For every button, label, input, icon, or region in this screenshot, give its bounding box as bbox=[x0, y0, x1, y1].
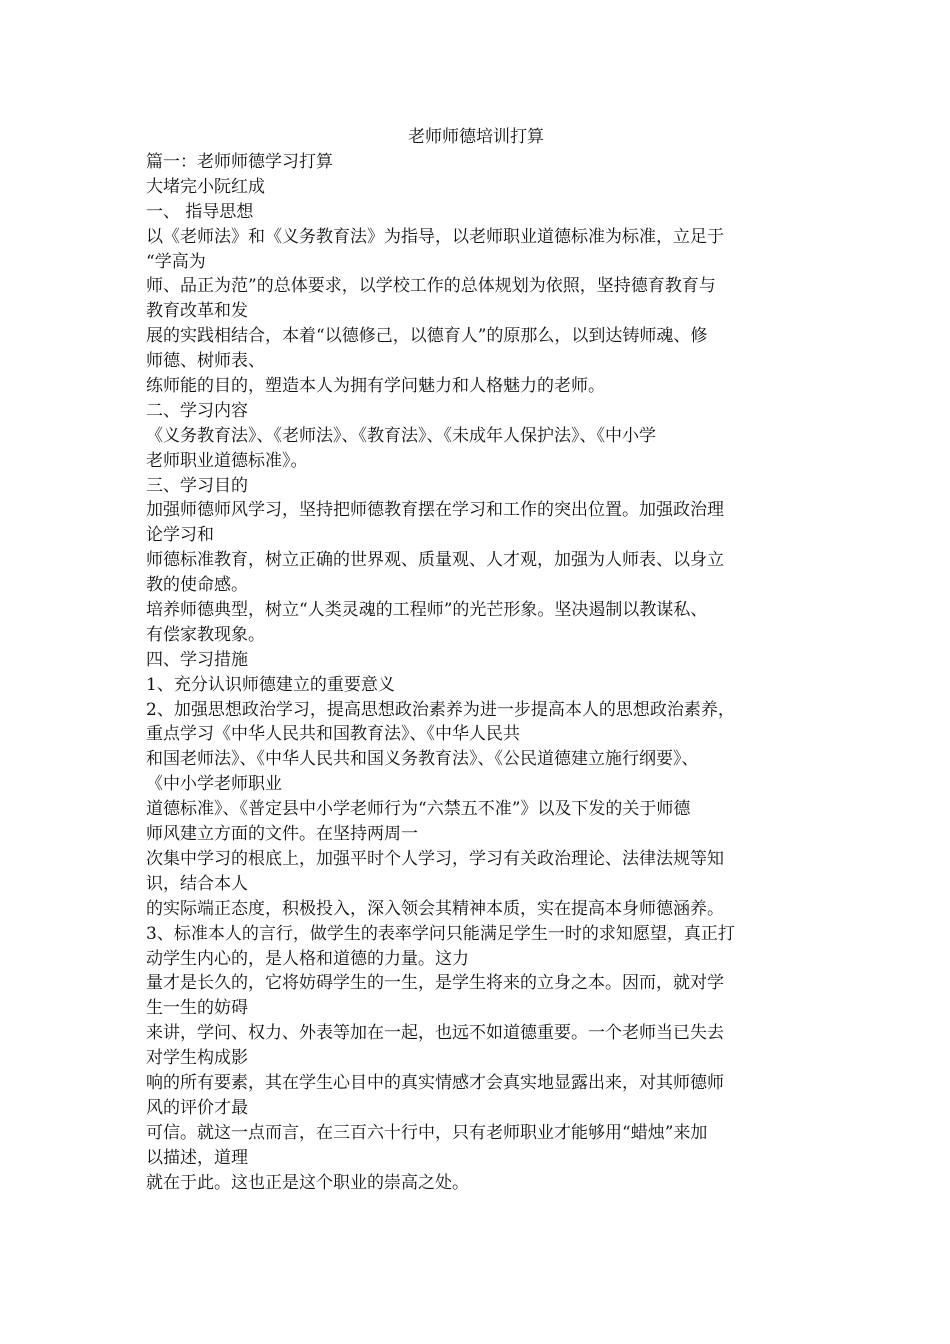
text-line: 对学生构成影 bbox=[146, 1048, 248, 1069]
text-line: 次集中学习的根底上，加强平时个人学习，学习有关政治理论、法律法规等知 bbox=[146, 848, 724, 869]
text-line: 可信。就这一点而言，在三百六十行中，只有老师职业才能够用“蜡烛”来加 bbox=[146, 1122, 708, 1143]
text-line: 动学生内心的，是人格和道德的力量。这力 bbox=[146, 948, 469, 969]
text-line: 教育改革和发 bbox=[146, 301, 248, 322]
text-line: 生一生的妨碍 bbox=[146, 998, 248, 1019]
text-line: 老师职业道德标准》。 bbox=[146, 450, 308, 471]
text-line: 2、加强思想政治学习，提高思想政治素养为进一步提高本人的思想政治素养， bbox=[146, 699, 735, 720]
text-line: 培养师德典型，树立“人类灵魂的工程师”的光芒形象。坚决遏制以教谋私、 bbox=[146, 600, 708, 621]
text-line: 四、学习措施 bbox=[146, 649, 248, 670]
text-line: 展的实践相结合，本着“以德修己，以德育人”的原那么，以到达铸师魂、修 bbox=[146, 326, 708, 347]
text-line: 以《老师法》和《义务教育法》为指导，以老师职业道德标准为标准，立足于 bbox=[146, 226, 724, 247]
text-line: 识，结合本人 bbox=[146, 873, 248, 894]
document-body bbox=[146, 125, 806, 1195]
text-line: 篇一：老师师德学习打算 bbox=[146, 152, 333, 172]
text-line: 加强师德师风学习，坚持把师德教育摆在学习和工作的突出位置。加强政治理 bbox=[146, 500, 724, 521]
text-line: 练师能的目的，塑造本人为拥有学问魅力和人格魅力的老师。 bbox=[146, 376, 605, 397]
text-line: 师、品正为范”的总体要求，以学校工作的总体规划为依照，坚持德育教育与 bbox=[146, 276, 716, 297]
text-line: 1、充分认识师德建立的重要意义 bbox=[146, 674, 395, 695]
text-line: 就在于此。这也正是这个职业的崇高之处。 bbox=[146, 1172, 469, 1193]
text-line: 师德标准教育，树立正确的世界观、质量观、人才观，加强为人师表、以身立 bbox=[146, 550, 724, 571]
text-line: 响的所有要素，其在学生心目中的真实情感才会真实地显露出来，对其师德师 bbox=[146, 1072, 724, 1093]
document-title: 老师师德培训打算 bbox=[408, 127, 544, 147]
text-line: 教的使命感。 bbox=[146, 575, 248, 596]
text-line: 3、标准本人的言行，做学生的表率学问只能满足学生一时的求知愿望，真正打 bbox=[146, 923, 735, 944]
text-line: 师德、树师表、 bbox=[146, 351, 265, 372]
text-line: 论学习和 bbox=[146, 525, 214, 546]
text-line: 师风建立方面的文件。在坚持两周一 bbox=[146, 824, 418, 845]
text-line: 有偿家教现象。 bbox=[146, 624, 265, 645]
text-line: 和国老师法》、《中华人民共和国义务教育法》、《公民道德建立施行纲要》、 bbox=[146, 749, 699, 770]
text-line: 以描述，道理 bbox=[146, 1147, 248, 1168]
text-lines bbox=[146, 150, 806, 1195]
text-line: 三、学习目的 bbox=[146, 475, 248, 496]
text-line: 的实际端正态度，积极投入，深入领会其精神本质，实在提高本身师德涵养。 bbox=[146, 898, 724, 919]
text-line: 《中小学老师职业 bbox=[146, 774, 282, 795]
text-line: “学高为 bbox=[146, 251, 206, 272]
text-line: 《义务教育法》、《老师法》、《教育法》、《未成年人保护法》、《中小学 bbox=[146, 425, 656, 446]
text-line: 风的评价才最 bbox=[146, 1097, 248, 1118]
text-line: 来讲，学问、权力、外表等加在一起，也远不如道德重要。一个老师当已失去 bbox=[146, 1023, 724, 1044]
text-line: 量才是长久的，它将妨碍学生的一生，是学生将来的立身之本。因而，就对学 bbox=[146, 973, 724, 994]
text-line: 二、学习内容 bbox=[146, 400, 248, 421]
text-line: 重点学习《中华人民共和国教育法》、《中华人民共 bbox=[146, 724, 520, 745]
text-line: 一、 指导思想 bbox=[146, 201, 254, 222]
text-line: 大堵完小阮红成 bbox=[146, 176, 265, 197]
text-line: 道德标准》、《普定县中小学老师行为“六禁五不准”》以及下发的关于师德 bbox=[146, 799, 691, 820]
